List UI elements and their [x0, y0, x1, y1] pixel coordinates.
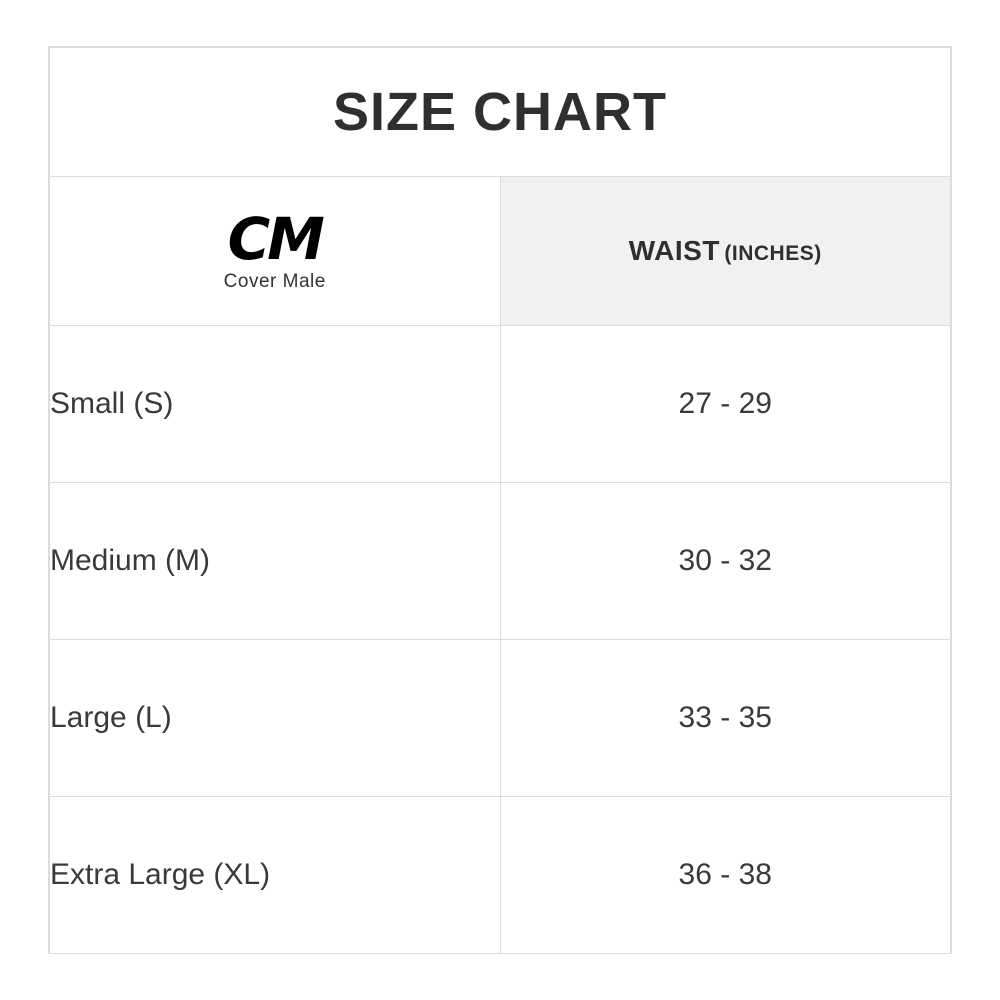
size-chart-container — [48, 46, 952, 954]
size-name: Large (L) — [50, 639, 501, 796]
table-row — [50, 325, 951, 482]
size-chart-table — [49, 47, 951, 953]
table-row — [50, 639, 951, 796]
size-name: Medium (M) — [50, 482, 501, 639]
brand-name: Cover Male — [223, 270, 326, 292]
table-row — [50, 796, 951, 953]
waist-value: 27 - 29 — [500, 325, 951, 482]
chart-title-cell — [50, 48, 951, 177]
waist-value: 33 - 35 — [500, 639, 951, 796]
waist-value: 30 - 32 — [500, 482, 951, 639]
table-row — [50, 482, 951, 639]
size-name: Small (S) — [50, 325, 501, 482]
waist-header-label: WAIST — [628, 234, 720, 266]
brand-logo-cell — [50, 176, 501, 325]
brand-monogram: CM — [227, 204, 322, 273]
header-row — [50, 176, 951, 325]
page-title: SIZE CHART — [333, 81, 667, 142]
cover-male-logo — [223, 204, 326, 292]
size-name: Extra Large (XL) — [50, 796, 501, 953]
title-row — [50, 48, 951, 177]
waist-header-unit: (INCHES) — [724, 241, 822, 265]
waist-column-header — [500, 176, 951, 325]
waist-value: 36 - 38 — [500, 796, 951, 953]
